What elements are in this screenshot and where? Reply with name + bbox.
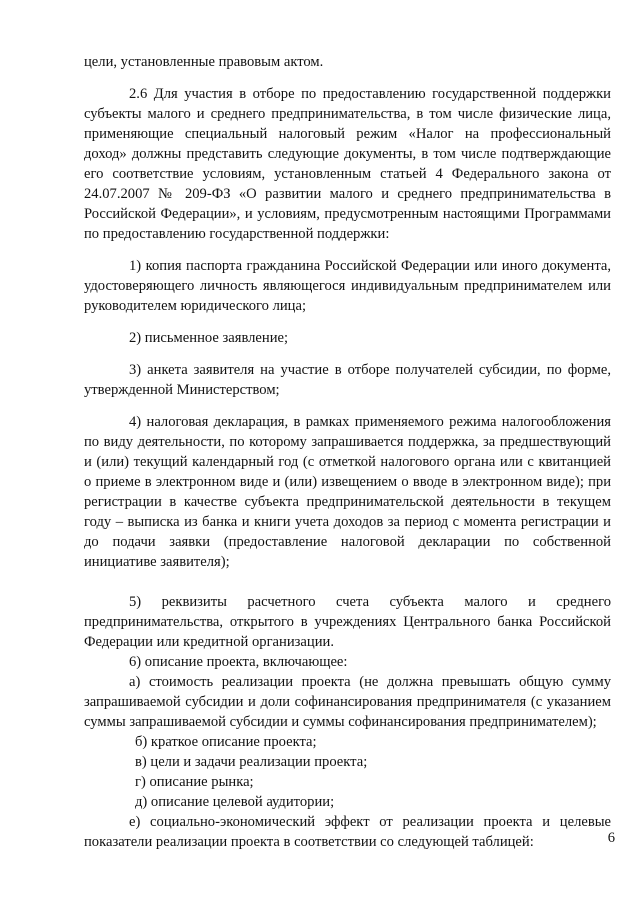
paragraph-continuation: цели, установленные правовым актом. [84, 54, 324, 70]
paragraph-2-6: 2.6 Для участия в отборе по предоставлению государственной поддержки субъекты малого и среднего предпринимательства, в том числе физические лица, применяющие специальный налоговый режим «Налог на профессиональный доход» должны представить следующие документы, в том числе подтверждающие его соответствие условиям, установленным статьей 4 Федерального закона от 24.07.2007 № 209-ФЗ «О развитии малого и среднего предпринимательства в Российской Федерации», и условиям, предусмотренным настоящими Программами по предоставлению государственной поддержки: [84, 86, 611, 242]
list-item-4: 4) налоговая декларация, в рамках применяемого режима налогообложения по виду деятельности, по которому запрашивается поддержка, за предшествующий и (или) текущий календарный год (с отметкой налогового органа или с квитанцией о приеме в электронном виде и (или) извещением о вводе в электронном виде); при регистрации в качестве субъекта предпринимательской деятельности в текущем году – выписка из банка и книги учета доходов за период с момента регистрации и до подачи заявки (предоставление налоговой декларации по собственной инициативе заявителя); [84, 414, 611, 570]
page-number: 6 [607, 830, 615, 846]
list-item-5: 5) реквизиты расчетного счета субъекта малого и среднего предпринимательства, открытого в учреждениях Центрального банка Российской Федерации или кредитной организации. [84, 594, 611, 650]
sub-item-b: б) краткое описание проекта; [135, 734, 317, 750]
sub-item-v: в) цели и задачи реализации проекта; [135, 754, 368, 770]
list-item-2: 2) письменное заявление; [129, 330, 289, 346]
sub-item-a: а) стоимость реализации проекта (не должна превышать общую сумму запрашиваемой субсидии и доли софинансирования предпринимателя (с указанием суммы запрашиваемой субсидии и суммы софинансирования предпринимателем); [84, 674, 611, 730]
sub-item-g: г) описание рынка; [135, 774, 254, 790]
sub-item-d: д) описание целевой аудитории; [135, 794, 335, 810]
document-body [84, 52, 611, 852]
sub-item-e: е) социально-экономический эффект от реализации проекта и целевые показатели реализации проекта в соответствии со следующей таблицей: [84, 814, 611, 850]
list-item-3: 3) анкета заявителя на участие в отборе получателей субсидии, по форме, утвержденной Министерством; [84, 362, 611, 398]
list-item-6: 6) описание проекта, включающее: [129, 654, 348, 670]
list-item-1: 1) копия паспорта гражданина Российской Федерации или иного документа, удостоверяющего личность являющегося индивидуальным предпринимателем или руководителем юридического лица; [84, 258, 611, 314]
